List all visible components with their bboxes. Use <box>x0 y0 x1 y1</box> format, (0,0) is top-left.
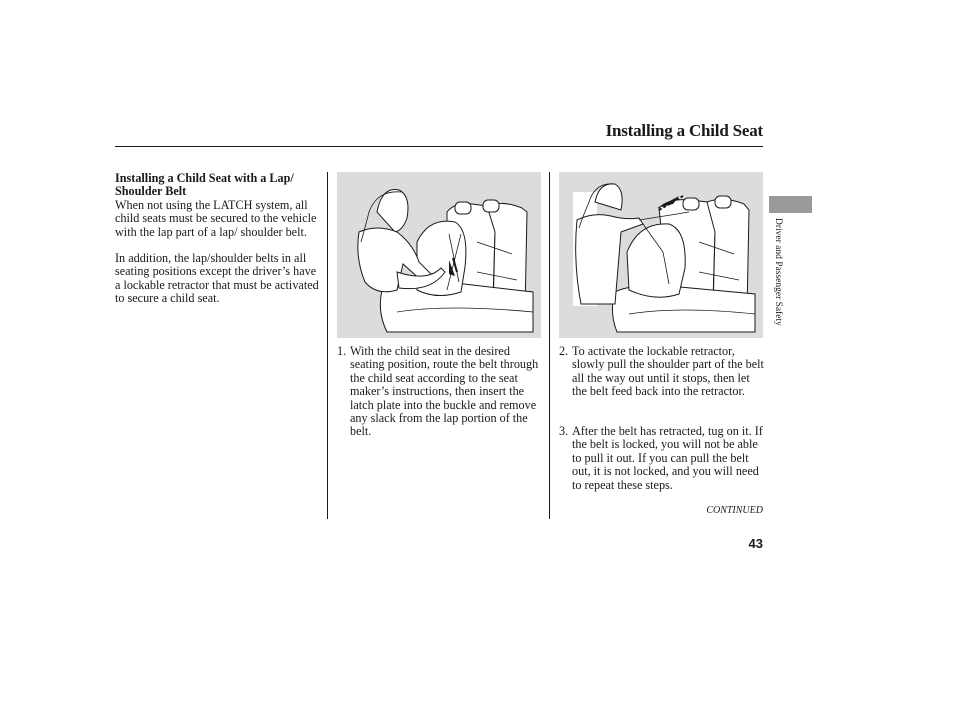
step-text: To activate the lockable retractor, slowly pull the shoulder part of the belt all the way out until it stops, then let the belt feed back into the retractor. <box>572 344 764 399</box>
step-number: 2. <box>559 344 569 358</box>
step-3 <box>559 425 765 492</box>
page-number: 43 <box>748 536 763 551</box>
child-seat-routing-illustration <box>337 172 541 338</box>
retractor-paragraph: In addition, the lap/shoulder belts in all seating positions except the driver’s have a lockable retractor that must be activated to secure a child seat. <box>115 251 319 306</box>
left-column <box>115 172 321 319</box>
column-divider-2 <box>549 172 550 519</box>
intro-paragraph: When not using the LATCH system, all child seats must be secured to the vehicle with the lap part of a lap/ shoulder belt. <box>115 197 317 239</box>
section-heading: Installing a Child Seat with a Lap/ Shoulder Belt <box>115 171 294 199</box>
step-2 <box>559 345 765 399</box>
column-divider-1 <box>327 172 328 519</box>
step-number: 3. <box>559 424 569 438</box>
section-tab <box>769 196 812 213</box>
title-rule <box>115 146 763 147</box>
step-text: With the child seat in the desired seating position, route the belt through the child seat according to the seat maker’s instructions, then insert the latch plate into the buckle and remove any slack from the lap portion of the belt. <box>350 344 539 439</box>
lockable-retractor-illustration <box>559 172 763 338</box>
step-number: 1. <box>337 344 347 358</box>
page-title: Installing a Child Seat <box>605 121 763 140</box>
step-1 <box>337 345 542 439</box>
step-text: After the belt has retracted, tug on it. If the belt is locked, you will not be able to pull it out. If you can pull the belt out, it is not locked, and you will need to repeat these steps. <box>572 424 763 492</box>
continued-label: CONTINUED <box>706 505 763 516</box>
child-seat-routing-icon <box>337 172 541 338</box>
lockable-retractor-icon <box>559 172 763 338</box>
section-label: Driver and Passenger Safety <box>773 218 783 326</box>
